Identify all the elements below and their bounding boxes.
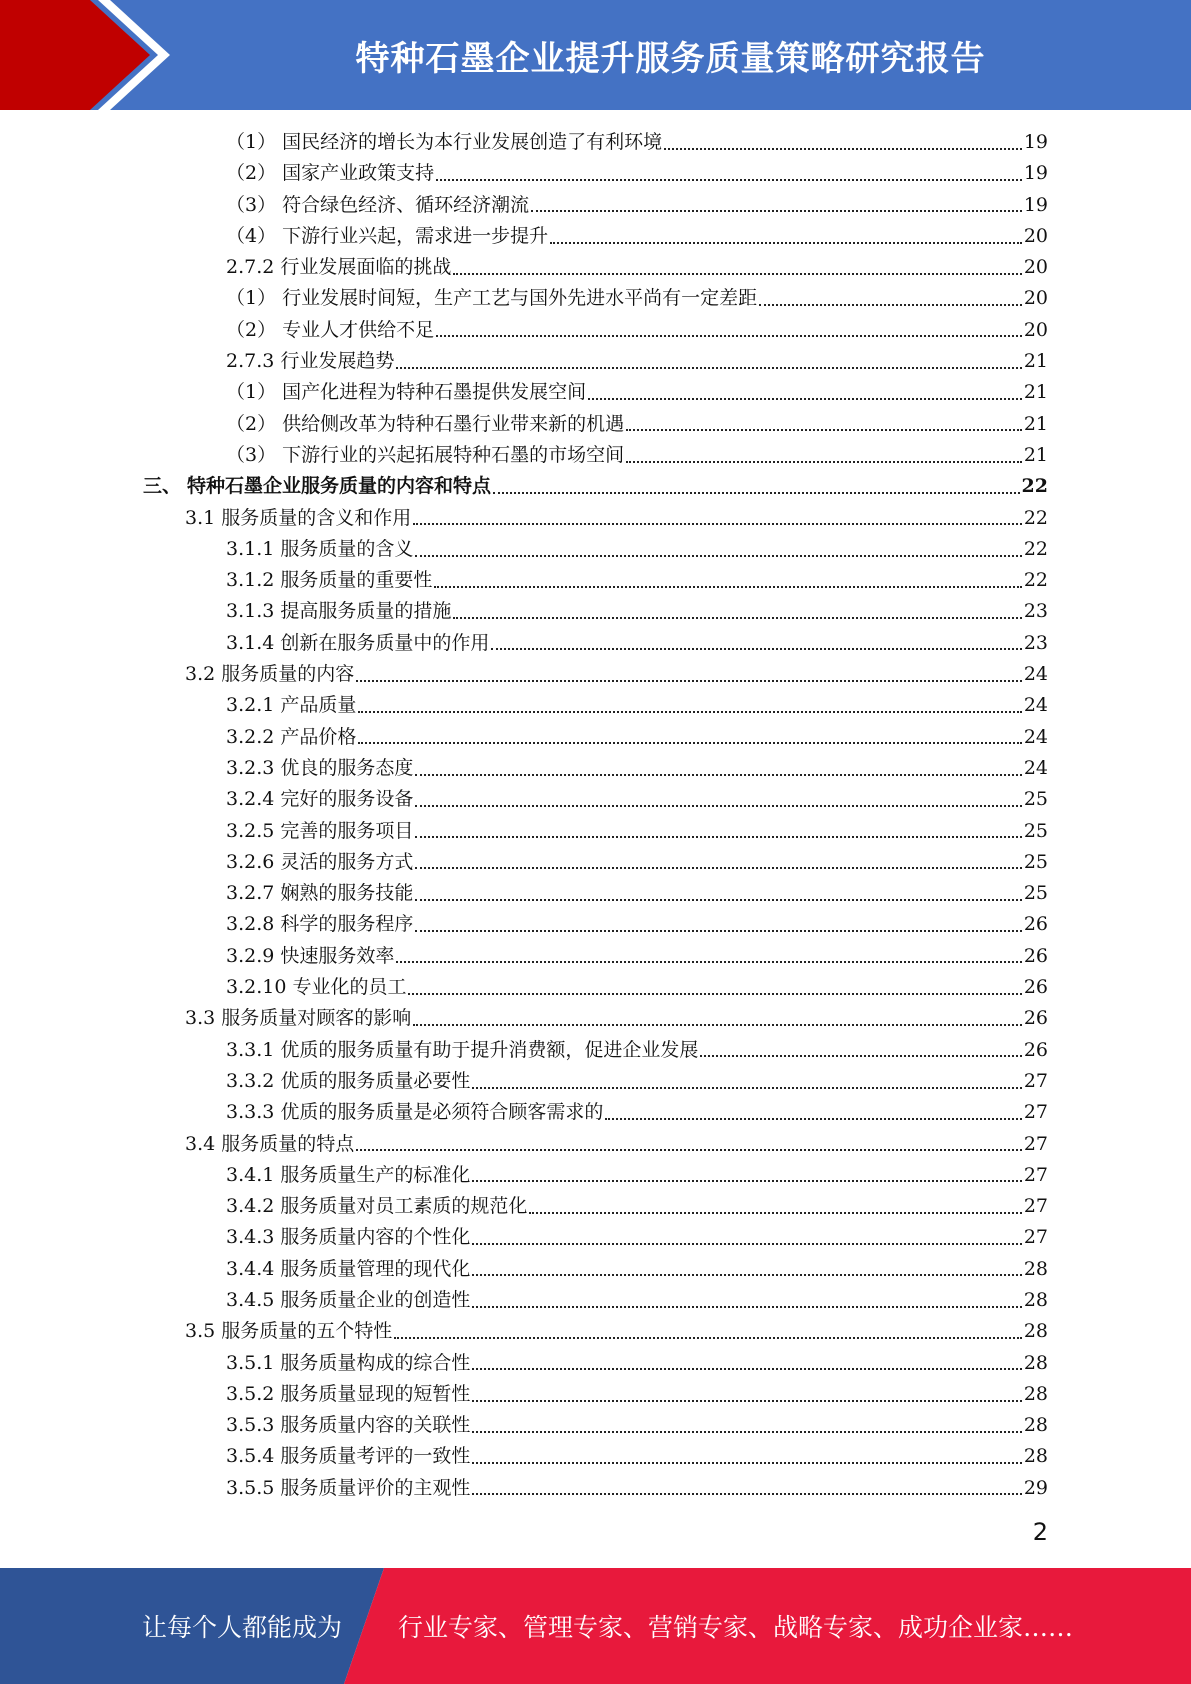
toc-entry-page: 19 [1023,162,1048,185]
toc-entry-page: 21 [1023,350,1048,373]
toc-entry[interactable] [0,1191,1191,1222]
toc-entry-page: 19 [1023,131,1048,153]
toc-entry-label [226,1160,470,1191]
toc-entry[interactable] [0,1473,1191,1504]
toc-entry-page: 26 [1023,1007,1048,1030]
toc-entry-number: 3.3.2 [226,1069,275,1092]
toc-entry-text: 灵活的服务方式 [280,850,414,873]
toc-entry-page: 26 [1023,1038,1048,1061]
toc-entry-label [226,565,432,596]
toc-entry-number: （3） [226,443,277,466]
toc-entry-label [226,722,356,753]
toc-entry-page: 22 [1023,569,1048,592]
toc-entry-label [226,440,624,471]
toc-entry-page: 23 [1023,631,1048,654]
toc-dot-leader [472,1087,1021,1089]
toc-entry-page: 27 [1023,1069,1048,1092]
toc-entry-label [226,190,529,221]
toc-entry-page: 26 [1023,944,1048,967]
toc-entry[interactable] [0,1379,1191,1410]
toc-entry-number: 三、 [143,475,182,498]
toc-entry[interactable] [0,190,1191,221]
toc-entry[interactable] [0,1160,1191,1191]
toc-dot-leader [550,242,1022,244]
toc-entry-text: 专业化的员工 [292,976,407,999]
toc-entry-text: 完好的服务设备 [280,788,414,811]
toc-entry-page: 28 [1023,1257,1048,1280]
toc-entry[interactable] [0,158,1191,189]
toc-entry[interactable] [0,784,1191,815]
toc-entry-page: 22 [1023,506,1048,529]
toc-entry-page: 21 [1023,381,1048,404]
toc-entry-label [226,1410,470,1441]
toc-entry-page: 20 [1023,318,1048,341]
toc-entry-text: 优良的服务态度 [280,756,414,779]
toc-entry-label [226,816,413,847]
toc-dot-leader [472,1431,1021,1433]
toc-entry-label [226,252,451,283]
toc-entry-text: 优质的服务质量有助于提升消费额，促进企业发展 [280,1038,699,1061]
toc-entry-text: 服务质量的重要性 [280,569,433,592]
toc-entry-page: 24 [1023,694,1048,717]
toc-entry-text: 娴熟的服务技能 [280,882,414,905]
toc-entry-page: 28 [1023,1445,1048,1468]
toc-dot-leader [472,1274,1021,1276]
toc-entry[interactable] [0,1035,1191,1066]
toc-dot-leader [472,1400,1021,1402]
toc-entry-page: 27 [1023,1195,1048,1218]
toc-dot-leader [605,1118,1021,1120]
toc-entry-number: 3.2.8 [226,913,275,936]
toc-entry-text: 优质的服务质量必要性 [280,1069,471,1092]
toc-entry-page: 21 [1023,443,1048,466]
toc-entry-page: 28 [1023,1414,1048,1437]
toc-entry-text: 服务质量的内容 [221,663,355,686]
toc-entry-text: 下游行业的兴起拓展特种石墨的市场空间 [282,443,625,466]
toc-entry-number: 3.2.1 [226,694,275,717]
toc-dot-leader [472,1243,1021,1245]
toc-entry[interactable] [0,1222,1191,1253]
toc-entry-text: 特种石墨企业服务质量的内容和特点 [187,475,492,498]
toc-entry-label [226,1097,603,1128]
toc-entry-text: 符合绿色经济、循环经济潮流 [282,193,530,216]
toc-entry-text: 服务质量的含义 [280,537,414,560]
toc-entry-number: 3.1.3 [226,600,275,623]
toc-entry[interactable] [0,909,1191,940]
toc-entry-number: 3.2.7 [226,882,275,905]
toc-entry-page: 27 [1023,1163,1048,1186]
toc-entry-label [226,1441,470,1472]
toc-entry[interactable] [0,346,1191,377]
toc-entry-label [226,1035,698,1066]
toc-entry-number: （2） [226,412,277,435]
toc-dot-leader [491,648,1021,650]
toc-entry-page: 25 [1023,819,1048,842]
toc-entry-text: 服务质量对员工素质的规范化 [280,1195,528,1218]
toc-entry-number: 3.4.4 [226,1257,275,1280]
toc-dot-leader [493,492,1020,494]
toc-entry-number: 3.1 [185,506,216,529]
toc-dot-leader [472,1493,1021,1495]
toc-entry-number: 3.5.4 [226,1445,275,1468]
footer-slogan-left: 让每个人都能成为 [142,1613,343,1642]
toc-entry[interactable] [0,471,1191,502]
toc-entry-number: 3.5 [185,1320,216,1343]
toc-entry-number: 3.5.1 [226,1351,275,1374]
toc-entry[interactable] [0,440,1191,471]
toc-entry[interactable] [0,1254,1191,1285]
toc-entry-page: 27 [1023,1226,1048,1249]
toc-entry-number: 3.5.5 [226,1476,275,1499]
toc-entry[interactable] [0,753,1191,784]
toc-entry-page: 29 [1023,1476,1048,1499]
toc-entry[interactable] [0,127,1191,158]
toc-entry[interactable] [0,847,1191,878]
toc-entry-text: 国产化进程为特种石墨提供发展空间 [282,381,587,404]
toc-entry-text: 服务质量显现的短暂性 [280,1382,471,1405]
toc-entry-number: 3.3.3 [226,1101,275,1124]
toc-entry-page: 28 [1023,1320,1048,1343]
toc-entry[interactable] [0,377,1191,408]
toc-dot-leader [531,210,1022,212]
toc-entry-label [226,158,434,189]
toc-entry-number: 3.1.2 [226,569,275,592]
toc-entry-label [226,1222,470,1253]
toc-dot-leader [664,148,1022,150]
toc-dot-leader [436,335,1022,337]
toc-entry[interactable] [0,1285,1191,1316]
toc-entry[interactable] [0,1316,1191,1347]
toc-dot-leader [408,993,1021,995]
toc-dot-leader [394,1337,1022,1339]
toc-entry-text: 产品质量 [280,694,357,717]
toc-entry-page: 20 [1023,256,1048,279]
toc-dot-leader [396,367,1021,369]
toc-entry-number: 3.3 [185,1007,216,1030]
toc-entry[interactable] [0,1097,1191,1128]
toc-entry-label [226,315,434,346]
toc-entry-number: 2.7.3 [226,350,275,373]
document-title: 特种石墨企业提升服务质量策略研究报告 [355,38,986,79]
toc-entry-page: 24 [1023,756,1048,779]
toc-entry[interactable] [0,596,1191,627]
toc-entry-number: （1） [226,131,277,153]
toc-dot-leader [415,774,1021,776]
toc-entry-text: 提高服务质量的措施 [280,600,452,623]
toc-dot-leader [588,398,1022,400]
toc-entry-page: 27 [1023,1132,1048,1155]
toc-entry-text: 行业发展趋势 [280,350,395,373]
toc-entry[interactable] [0,1129,1191,1160]
toc-entry-label [226,1473,470,1504]
toc-entry[interactable] [0,878,1191,909]
toc-entry-number: 3.5.2 [226,1382,275,1405]
toc-entry-label [226,1285,470,1316]
toc-entry[interactable] [0,1348,1191,1379]
toc-entry[interactable] [0,941,1191,972]
toc-entry-number: 3.2.4 [226,788,275,811]
toc-entry-number: （1） [226,287,277,310]
toc-entry-page: 26 [1023,913,1048,936]
toc-entry[interactable] [0,1003,1191,1034]
toc-entry-label [226,1254,470,1285]
toc-entry-number: 3.5.3 [226,1414,275,1437]
toc-entry-number: （2） [226,162,277,185]
toc-entry-page: 28 [1023,1288,1048,1311]
toc-entry-label [143,471,491,502]
toc-entry-text: 服务质量的五个特性 [221,1320,393,1343]
toc-entry-text: 服务质量评价的主观性 [280,1476,471,1499]
toc-entry-label [226,596,451,627]
toc-entry-label [185,1003,411,1034]
toc-entry-number: （1） [226,381,277,404]
toc-dot-leader [700,1055,1021,1057]
toc-entry-label [226,1066,470,1097]
toc-entry-label [226,941,394,972]
toc-entry-label [226,690,356,721]
toc-dot-leader [436,179,1022,181]
toc-entry-text: 创新在服务质量中的作用 [280,631,490,654]
toc-entry-text: 科学的服务程序 [280,913,414,936]
toc-entry-label [226,753,413,784]
toc-entry-label [226,377,586,408]
toc-entry-label [226,221,548,252]
toc-entry[interactable] [0,409,1191,440]
toc-dot-leader [759,304,1022,306]
toc-entry-text: 服务质量生产的标准化 [280,1163,471,1186]
toc-entry-text: 服务质量管理的现代化 [280,1257,471,1280]
toc-dot-leader [415,867,1021,869]
toc-entry-label [226,909,413,940]
toc-dot-leader [529,1212,1021,1214]
toc-dot-leader [453,273,1021,275]
toc-entry-page: 26 [1023,976,1048,999]
toc-entry[interactable] [0,690,1191,721]
toc-entry-page: 24 [1023,663,1048,686]
toc-entry-number: 2.7.2 [226,256,275,279]
toc-entry[interactable] [0,283,1191,314]
toc-entry-label [226,1191,527,1222]
toc-dot-leader [396,961,1021,963]
toc-entry-text: 服务质量企业的创造性 [280,1288,471,1311]
toc-entry-page: 20 [1023,287,1048,310]
toc-dot-leader [472,1462,1021,1464]
toc-entry-label [226,1379,470,1410]
toc-entry-page: 23 [1023,600,1048,623]
toc-entry-text: 国民经济的增长为本行业发展创造了有利环境 [282,131,663,153]
toc-entry-label [185,503,411,534]
toc-entry-page: 28 [1023,1351,1048,1374]
toc-entry-number: 3.2.10 [226,976,287,999]
toc-dot-leader [472,1306,1021,1308]
toc-entry[interactable] [0,659,1191,690]
toc-dot-leader [356,1149,1022,1151]
page-footer [0,1568,1191,1684]
toc-entry-label [226,878,413,909]
toc-entry[interactable] [0,252,1191,283]
toc-dot-leader [472,1180,1021,1182]
toc-entry-number: 3.4.2 [226,1195,275,1218]
toc-dot-leader [415,899,1021,901]
toc-dot-leader [356,680,1022,682]
toc-entry-label [226,409,624,440]
toc-entry-label [226,1348,470,1379]
toc-entry-number: 3.3.1 [226,1038,275,1061]
toc-entry-label [226,127,662,158]
toc-dot-leader [434,586,1021,588]
toc-entry[interactable] [0,534,1191,565]
toc-entry-number: 3.4.3 [226,1226,275,1249]
toc-entry-number: 3.2.9 [226,944,275,967]
toc-entry-label [185,1316,392,1347]
toc-entry-text: 服务质量考评的一致性 [280,1445,471,1468]
toc-entry[interactable] [0,565,1191,596]
toc-dot-leader [415,805,1021,807]
toc-entry-label [226,784,413,815]
toc-dot-leader [358,711,1021,713]
toc-dot-leader [358,742,1021,744]
toc-entry-text: 完善的服务项目 [280,819,414,842]
toc-entry-label [226,972,406,1003]
toc-entry[interactable] [0,315,1191,346]
toc-entry-label [226,847,413,878]
toc-entry-page: 25 [1023,788,1048,811]
toc-entry-label [226,628,489,659]
toc-entry[interactable] [0,1441,1191,1472]
toc-dot-leader [453,617,1021,619]
toc-entry-number: 3.1.1 [226,537,275,560]
toc-entry-page: 25 [1023,850,1048,873]
toc-entry-page: 24 [1023,725,1048,748]
toc-entry-number: 3.4 [185,1132,216,1155]
toc-entry-page: 21 [1023,412,1048,435]
toc-entry-text: 服务质量构成的综合性 [280,1351,471,1374]
toc-dot-leader [415,555,1021,557]
toc-entry-label [185,659,354,690]
toc-entry[interactable] [0,722,1191,753]
toc-entry-number: 3.4.5 [226,1288,275,1311]
toc-entry-page: 19 [1023,193,1048,216]
toc-entry[interactable] [0,972,1191,1003]
toc-entry-text: 快速服务效率 [280,944,395,967]
toc-entry-number: 3.2.2 [226,725,275,748]
toc-dot-leader [415,836,1021,838]
toc-dot-leader [626,461,1022,463]
toc-entry-text: 服务质量内容的个性化 [280,1226,471,1249]
toc-dot-leader [413,1024,1022,1026]
toc-entry-label [226,346,394,377]
toc-entry[interactable] [0,1066,1191,1097]
toc-entry[interactable] [0,221,1191,252]
toc-entry-text: 供给侧改革为特种石墨行业带来新的机遇 [282,412,625,435]
footer-slogan-right: 行业专家、管理专家、营销专家、战略专家、成功企业家…… [398,1613,1074,1642]
toc-entry-page: 22 [1021,475,1048,498]
toc-dot-leader [626,429,1022,431]
toc-entry-page: 20 [1023,224,1048,247]
toc-entry-text: 行业发展面临的挑战 [280,256,452,279]
toc-dot-leader [472,1368,1021,1370]
page-number: 2 [1032,1518,1048,1546]
toc-entry-text: 专业人才供给不足 [282,318,435,341]
toc-entry-number: 3.1.4 [226,631,275,654]
toc-entry-number: （2） [226,318,277,341]
toc-entry-text: 下游行业兴起，需求进一步提升 [282,224,549,247]
toc-entry-number: 3.2.6 [226,850,275,873]
toc-entry[interactable] [0,816,1191,847]
toc-entry-page: 25 [1023,882,1048,905]
toc-entry-label [226,534,413,565]
toc-entry-label [185,1129,354,1160]
toc-entry-text: 服务质量的含义和作用 [221,506,412,529]
toc-entry-number: 3.2 [185,663,216,686]
toc-entry-text: 优质的服务质量是必须符合顾客需求的 [280,1101,604,1124]
toc-entry-text: 服务质量内容的关联性 [280,1414,471,1437]
toc-entry-label [226,283,757,314]
toc-entry-number: （3） [226,193,277,216]
toc-entry-text: 服务质量的特点 [221,1132,355,1155]
table-of-contents [0,127,1191,1504]
toc-entry[interactable] [0,1410,1191,1441]
toc-dot-leader [413,523,1022,525]
toc-entry-text: 行业发展时间短，生产工艺与国外先进水平尚有一定差距 [282,287,758,310]
toc-dot-leader [415,930,1021,932]
toc-entry-text: 服务质量对顾客的影响 [221,1007,412,1030]
toc-entry-text: 产品价格 [280,725,357,748]
toc-entry-page: 27 [1023,1101,1048,1124]
toc-entry-number: 3.2.3 [226,756,275,779]
toc-entry-number: 3.4.1 [226,1163,275,1186]
page-header [0,0,1191,110]
toc-entry[interactable] [0,503,1191,534]
toc-entry-number: 3.2.5 [226,819,275,842]
toc-entry-page: 28 [1023,1382,1048,1405]
toc-entry-number: （4） [226,224,277,247]
toc-entry[interactable] [0,628,1191,659]
toc-entry-text: 国家产业政策支持 [282,162,435,185]
toc-entry-page: 22 [1023,537,1048,560]
